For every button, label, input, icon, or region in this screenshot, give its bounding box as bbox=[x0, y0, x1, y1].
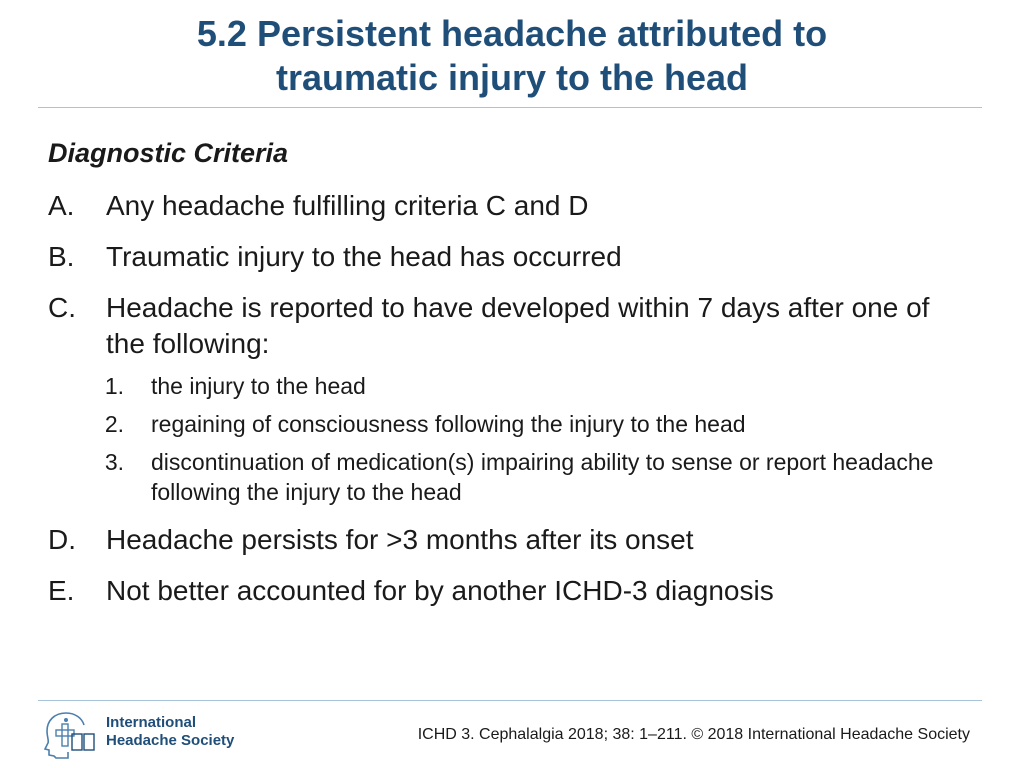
slide-title bbox=[0, 12, 1024, 100]
criterion-text: Headache is reported to have developed within 7 days after one of the following: bbox=[106, 292, 930, 359]
criterion-text: Headache persists for >3 months after its onset bbox=[106, 524, 694, 555]
logo-line-2: Headache Society bbox=[106, 732, 235, 749]
criterion-text: Traumatic injury to the head has occurred bbox=[106, 241, 622, 272]
section-heading: Diagnostic Criteria bbox=[48, 138, 289, 168]
head-profile-icon bbox=[42, 710, 98, 760]
slide-title-line-1: 5.2 Persistent headache attributed to bbox=[196, 13, 828, 54]
logo-wordmark bbox=[106, 714, 234, 750]
sub-criterion-text: discontinuation of medication(s) impairing ability to sense or report headache following the injury to the head bbox=[151, 449, 934, 505]
footer-divider bbox=[38, 700, 982, 701]
criterion-letter: B. bbox=[48, 241, 75, 272]
sub-criterion-text: the injury to the head bbox=[151, 373, 366, 399]
sub-criterion-number: 1. bbox=[104, 373, 124, 399]
criterion-text: Any headache fulfilling criteria C and D bbox=[106, 190, 589, 221]
slide-title-line-2: traumatic injury to the head bbox=[275, 57, 749, 98]
criterion-letter: D. bbox=[48, 524, 76, 555]
title-divider bbox=[38, 107, 982, 108]
criterion-letter: E. bbox=[48, 575, 75, 606]
criterion-letter: C. bbox=[48, 292, 76, 323]
logo-line-1: International bbox=[106, 714, 197, 731]
sub-criterion-number: 3. bbox=[104, 449, 124, 475]
citation: ICHD 3. Cephalalgia 2018; 38: 1–211. © 2018 International Headache Society bbox=[417, 726, 970, 743]
criterion-letter: A. bbox=[48, 190, 75, 221]
ihs-logo bbox=[42, 710, 235, 760]
sub-criterion-number: 2. bbox=[104, 411, 124, 437]
sub-criterion-text: regaining of consciousness following the injury to the head bbox=[151, 411, 746, 437]
criterion-text: Not better accounted for by another ICHD-3 diagnosis bbox=[106, 575, 774, 606]
